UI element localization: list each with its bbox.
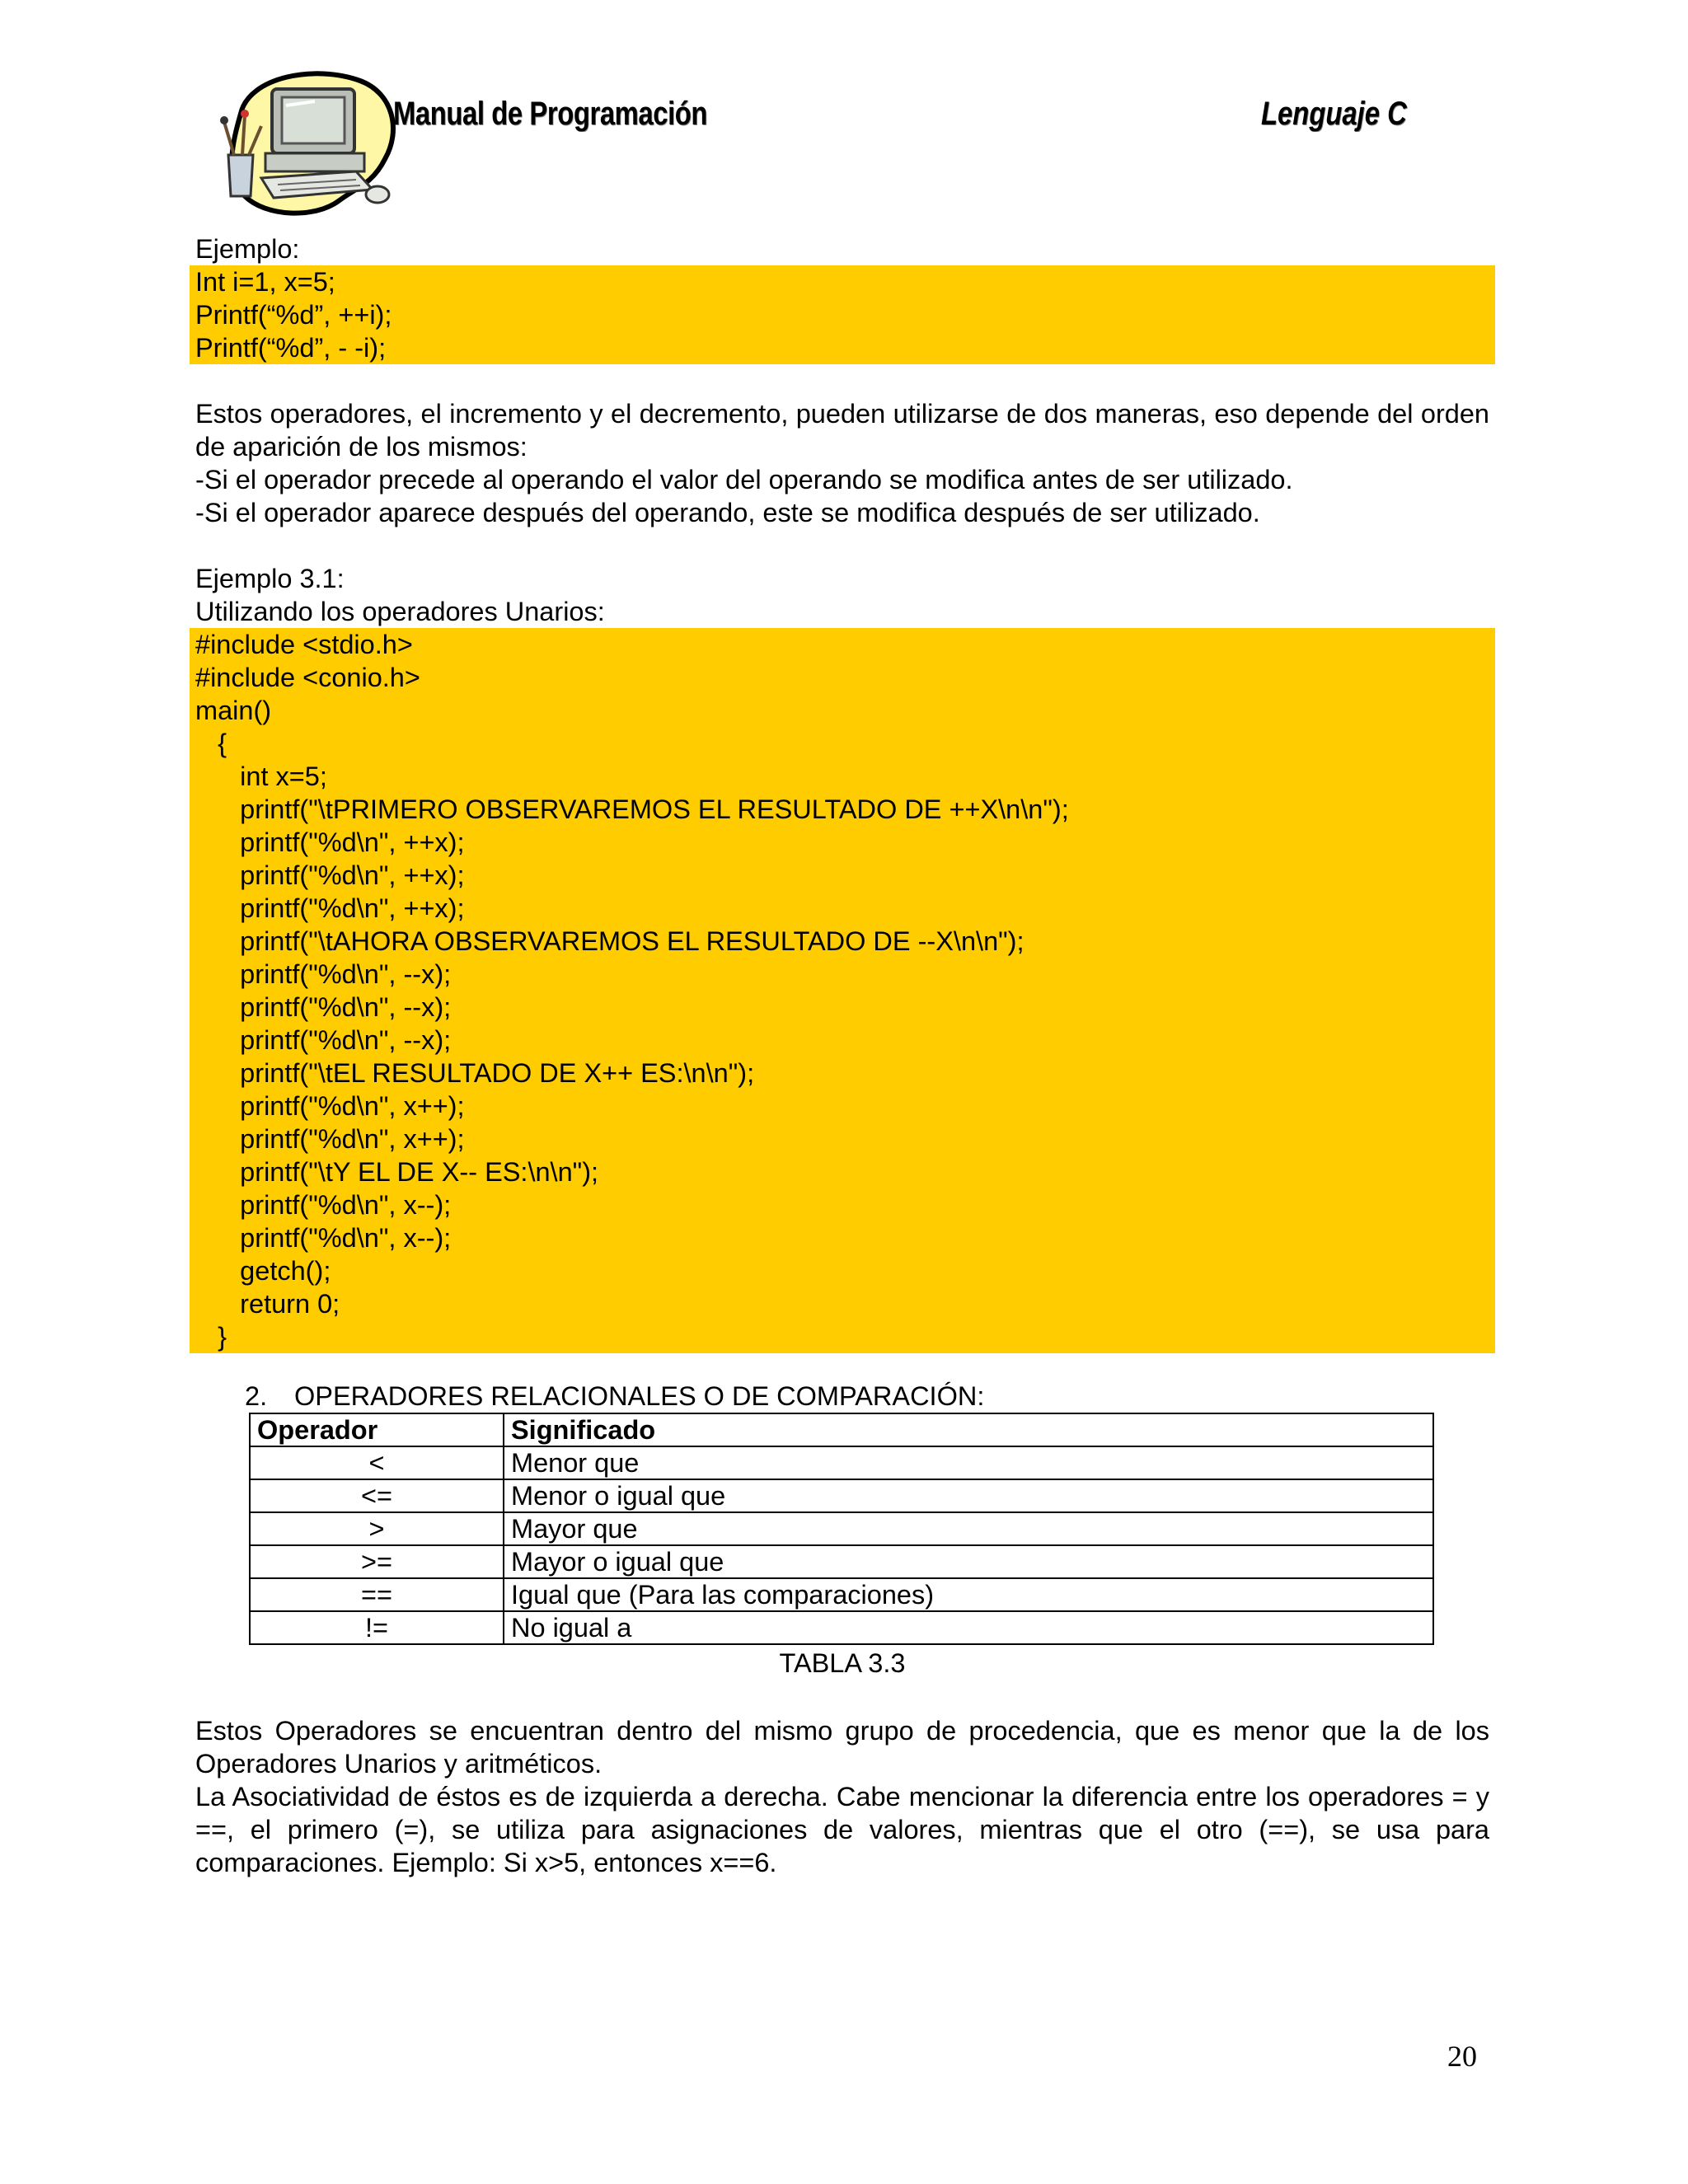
code-line: return 0; [195,1289,340,1319]
code-line: printf("\tY EL DE X-- ES:\n\n"); [195,1157,599,1187]
code-line: printf("%d\n", x++); [195,1091,465,1121]
paragraph-increment-decrement: Estos operadores, el incremento y el decremento, pueden utilizarse de dos maneras, eso depende del orden de aparición de los mismos: [195,399,1489,462]
code-line: printf("\tPRIMERO OBSERVAREMOS EL RESULTADO DE ++X\n\n"); [195,794,1069,824]
code-line: Printf(“%d”, - -i); [195,333,387,363]
table-row [250,1578,1433,1611]
table-cell-meaning: Menor que [504,1446,1433,1479]
table-cell-operator: == [250,1578,504,1611]
table-row [250,1479,1433,1512]
code-line: #include <conio.h> [195,663,420,692]
code-line: printf("%d\n", --x); [195,959,452,989]
paragraph-bullet-after: -Si el operador aparece después del operando, este se modifica después de ser utilizado. [195,498,1260,527]
table-cell-meaning: Igual que (Para las comparaciones) [504,1578,1433,1611]
relational-operators-table [249,1413,1434,1645]
table-cell-operator: < [250,1446,504,1479]
code-line: printf("%d\n", ++x); [195,827,465,857]
table-row [250,1446,1433,1479]
code-block-unary [190,628,1495,1353]
table-cell-meaning: Mayor que [504,1512,1433,1545]
table-row [250,1512,1433,1545]
table-cell-operator: > [250,1512,504,1545]
table-header-row [250,1413,1433,1446]
table-row [250,1545,1433,1578]
section-2-heading [245,1380,1489,1413]
table-cell-operator: >= [250,1545,504,1578]
code-line: Int i=1, x=5; [195,267,335,297]
paragraph-precedence: Estos Operadores se encuentran dentro del mismo grupo de procedencia, que es menor que la de los Operadores Unarios y aritméticos. [195,1716,1489,1779]
code-line: } [195,1322,227,1352]
table-header-operator: Operador [250,1413,504,1446]
header-language-title: Lenguaje C [1261,96,1407,132]
code-line: #include <stdio.h> [195,630,413,659]
table-cell-meaning: Menor o igual que [504,1479,1433,1512]
section-number: 2. [245,1381,268,1411]
table-cell-meaning: No igual a [504,1611,1433,1644]
code-block-example [190,265,1495,364]
code-line: printf("%d\n", x--); [195,1223,452,1253]
table-header-meaning: Significado [504,1413,1433,1446]
section-title: OPERADORES RELACIONALES O DE COMPARACIÓN: [294,1381,985,1411]
header-manual-title: Manual de Programación [393,96,708,132]
page-content [195,232,1489,1879]
code-line: int x=5; [195,762,327,791]
example-3-1-subtitle: Utilizando los operadores Unarios: [195,597,605,626]
code-line: printf("%d\n", x++); [195,1124,465,1154]
table-cell-operator: != [250,1611,504,1644]
page-number: 20 [1447,2040,1477,2073]
code-line: printf("%d\n", x--); [195,1190,452,1220]
code-line: Printf(“%d”, ++i); [195,300,392,330]
computer-clipart-icon [216,64,399,219]
table-caption: TABLA 3.3 [779,1648,906,1678]
code-line: printf("\tEL RESULTADO DE X++ ES:\n\n"); [195,1058,755,1088]
table-row [250,1611,1433,1644]
code-line: printf("%d\n", ++x); [195,893,465,923]
table-cell-meaning: Mayor o igual que [504,1545,1433,1578]
code-line: printf("%d\n", --x); [195,992,452,1022]
example-label: Ejemplo: [195,234,300,264]
example-3-1-label: Ejemplo 3.1: [195,564,345,593]
code-line: printf("\tAHORA OBSERVAREMOS EL RESULTADO DE --X\n\n"); [195,926,1025,956]
code-line: printf("%d\n", ++x); [195,860,465,890]
table-cell-operator: <= [250,1479,504,1512]
code-line: main() [195,696,272,725]
paragraph-bullet-precede: -Si el operador precede al operando el valor del operando se modifica antes de ser utilizado. [195,465,1293,494]
paragraph-associativity: La Asociatividad de éstos es de izquierda a derecha. Cabe mencionar la diferencia entre los operadores = y ==, el primero (=), se utiliza para asignaciones de valores, mientras que el otro (==), se usa para comparaciones. Ejemplo: Si x>5, entonces x==6. [195,1782,1489,1877]
code-line: getch(); [195,1256,331,1286]
code-line: printf("%d\n", --x); [195,1025,452,1055]
code-line: { [195,729,227,758]
